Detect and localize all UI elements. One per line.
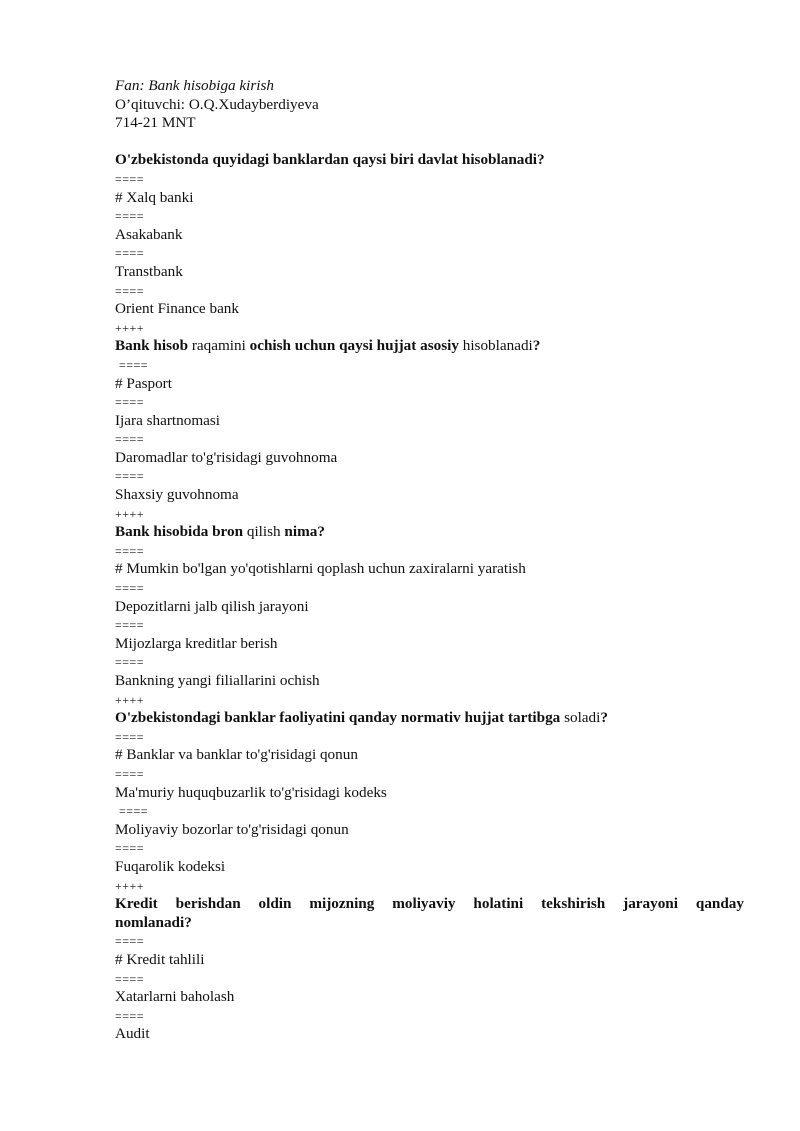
- group-line: 714-21 MNT: [115, 114, 196, 132]
- question-1: [115, 151, 744, 170]
- option-item: Xatarlarni baholash: [115, 988, 235, 1006]
- option-separator: ====: [115, 729, 145, 744]
- option-separator: ====: [115, 766, 145, 781]
- question-text-part: ?: [600, 709, 608, 727]
- teacher-line: O’qituvchi: O.Q.Xudayberdiyeva: [115, 95, 319, 113]
- option-separator: ====: [115, 209, 145, 224]
- option-separator: ====: [115, 171, 145, 186]
- question-5: [115, 895, 744, 932]
- option-item: Shaxsiy guvohnoma: [115, 486, 239, 504]
- question-text-line: nomlanadi?: [115, 913, 192, 931]
- option-separator: ====: [119, 357, 149, 372]
- option-separator: ====: [115, 934, 145, 949]
- option-item: Ma'muriy huquqbuzarlik to'g'risidagi kodeks: [115, 783, 387, 801]
- option-item: Ijara shartnomasi: [115, 411, 221, 429]
- option-item: Orient Finance bank: [115, 300, 239, 318]
- option-item: # Mumkin bo'lgan yo'qotishlarni qoplash uchun zaxiralarni yaratish: [115, 560, 526, 578]
- spacer: [115, 133, 744, 152]
- question-text-line: Kredit berishdan oldin mijozning moliyaviy holatini tekshirish jarayoni qanday: [115, 895, 744, 913]
- option-item: # Kredit tahlili: [115, 950, 205, 968]
- option-item: Transtbank: [115, 262, 183, 280]
- option-separator: ====: [115, 469, 145, 484]
- question-text-part: O'zbekistondagi banklar faoliyatini qanday normativ hujjat tartibga: [115, 709, 561, 727]
- option-item: # Xalq banki: [115, 188, 194, 206]
- question-separator: ++++: [115, 692, 145, 707]
- question-separator: ++++: [115, 506, 145, 521]
- option-item: Audit: [115, 1025, 150, 1043]
- option-separator: ====: [115, 841, 145, 856]
- option-item: Asakabank: [115, 225, 183, 243]
- question-3: [115, 523, 744, 542]
- option-separator: ====: [115, 618, 145, 633]
- question-separator: ++++: [115, 878, 145, 893]
- option-separator: ====: [115, 581, 145, 596]
- question-text-part: Bank hisobida bron: [115, 523, 244, 541]
- question-text-part: Bank hisob: [115, 337, 189, 355]
- question-separator: ++++: [115, 320, 145, 335]
- option-separator: ====: [115, 1008, 145, 1023]
- option-separator: ====: [115, 246, 145, 261]
- option-separator: ====: [115, 395, 145, 410]
- question-text-part: ochish uchun qaysi hujjat asosiy: [249, 337, 459, 355]
- question-text-part: nima?: [284, 523, 325, 541]
- option-item: Fuqarolik kodeksi: [115, 857, 226, 875]
- question-text-part: raqamini: [188, 337, 250, 355]
- option-item: # Pasport: [115, 374, 172, 392]
- question-2: [115, 337, 744, 356]
- question-text-part: soladi: [560, 709, 601, 727]
- option-item: Depozitlarni jalb qilish jarayoni: [115, 597, 309, 615]
- question-4: [115, 709, 744, 728]
- option-separator: ====: [115, 543, 145, 558]
- option-item: Daromadlar to'g'risidagi guvohnoma: [115, 448, 338, 466]
- option-separator: ====: [115, 432, 145, 447]
- option-separator: ====: [115, 655, 145, 670]
- option-separator: ====: [115, 283, 145, 298]
- question-text-part: hisoblanadi: [458, 337, 533, 355]
- option-separator: ====: [115, 971, 145, 986]
- option-item: Mijozlarga kreditlar berish: [115, 634, 278, 652]
- question-text-part: ?: [532, 337, 541, 355]
- question-text-part: qilish: [243, 523, 285, 541]
- option-item: # Banklar va banklar to'g'risidagi qonun: [115, 746, 358, 764]
- subject-line: Fan: Bank hisobiga kirish: [115, 77, 275, 94]
- option-item: Bankning yangi filiallarini ochish: [115, 672, 320, 689]
- question-text-part: O'zbekistonda quyidagi banklardan qaysi biri davlat hisoblanadi?: [115, 151, 545, 169]
- document-page: [115, 77, 744, 1044]
- option-item: Moliyaviy bozorlar to'g'risidagi qonun: [115, 820, 349, 838]
- option-separator: ====: [119, 804, 149, 819]
